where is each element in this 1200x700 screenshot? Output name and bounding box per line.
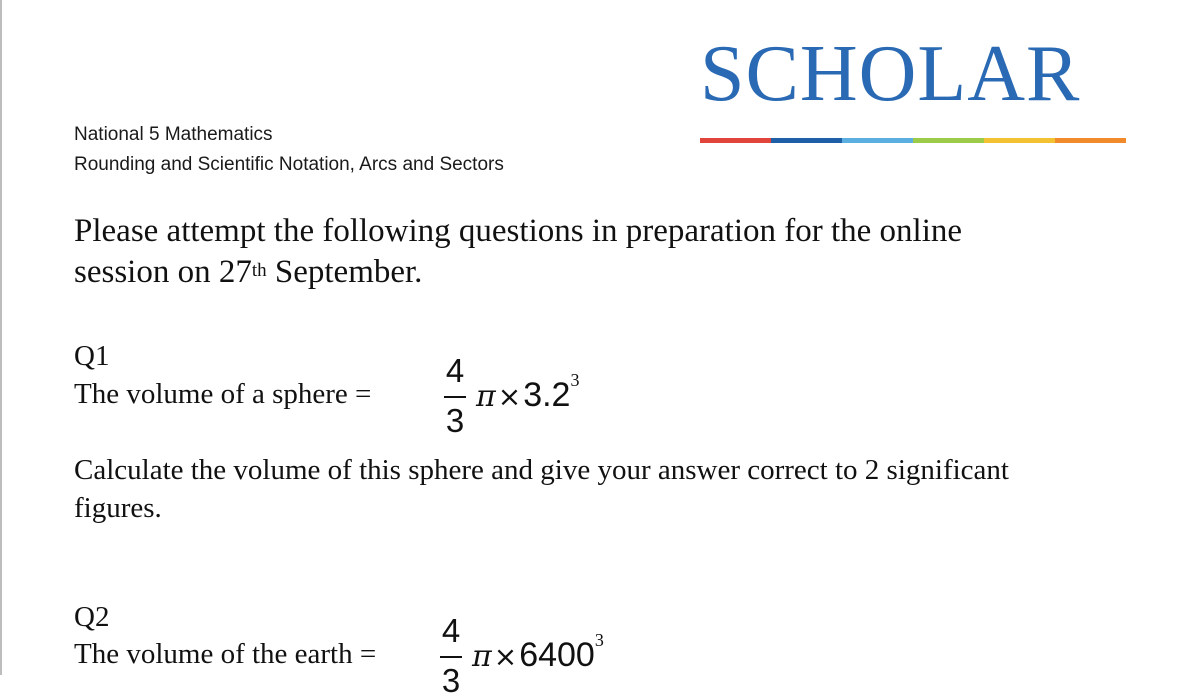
q2-denominator: 3	[441, 662, 461, 699]
logo-bar-segment	[1055, 138, 1126, 143]
q2-pi: π	[472, 639, 492, 674]
scholar-logo: SCHOLAR	[700, 30, 1081, 118]
q1-pi: π	[476, 379, 496, 414]
intro-date-superscript: th	[251, 260, 267, 281]
q2-times: ×	[493, 640, 518, 673]
q1-label: Q1	[74, 340, 110, 372]
intro-date-suffix: September.	[266, 254, 423, 290]
q1-instruction-line-1: Calculate the volume of this sphere and give your answer correct to 2 significant	[74, 454, 1009, 486]
q1-instruction-line-2: figures.	[74, 492, 162, 524]
q1-base: 3.2	[523, 376, 571, 414]
logo-color-bar	[700, 138, 1126, 143]
logo-bar-segment	[771, 138, 842, 143]
q1-exponent: 3	[570, 370, 580, 390]
q1-instruction	[74, 451, 1009, 527]
q2-expression	[472, 630, 604, 675]
q1-statement: The volume of a sphere =	[74, 378, 372, 410]
logo-bar-segment	[842, 138, 913, 143]
topic-title: Rounding and Scientific Notation, Arcs and Sectors	[74, 154, 504, 175]
logo-bar-segment	[984, 138, 1055, 143]
page-left-edge	[0, 0, 2, 675]
q2-statement: The volume of the earth =	[74, 638, 377, 670]
q1-times: ×	[497, 380, 522, 413]
course-title: National 5 Mathematics	[74, 124, 273, 145]
q2-numerator: 4	[441, 612, 461, 649]
intro-date-prefix: session on 27	[74, 254, 252, 290]
q1-fraction-bar	[444, 396, 466, 398]
intro-line-2	[74, 252, 422, 293]
q2-fraction-bar	[440, 656, 462, 658]
q1-numerator: 4	[445, 352, 465, 389]
q2-exponent: 3	[594, 630, 604, 650]
q1-denominator: 3	[445, 402, 465, 439]
intro-line-1: Please attempt the following questions in preparation for the online	[74, 213, 963, 249]
q2-base: 6400	[519, 636, 595, 674]
logo-bar-segment	[913, 138, 984, 143]
q2-label: Q2	[74, 601, 110, 633]
logo-bar-segment	[700, 138, 771, 143]
q1-expression	[476, 370, 580, 415]
